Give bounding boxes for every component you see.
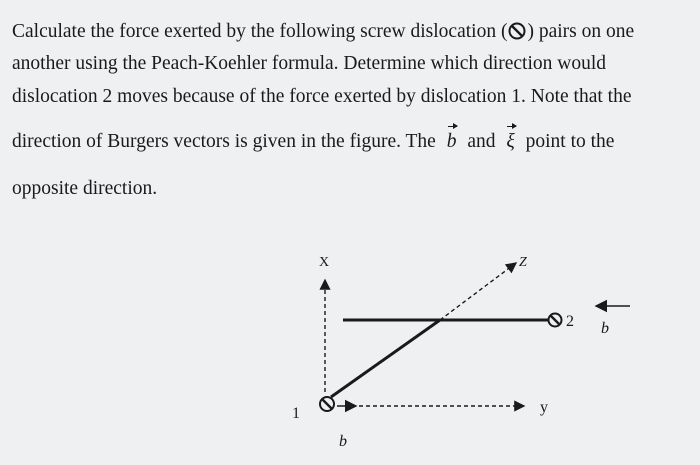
dislocation-1-label: 1 — [292, 405, 300, 422]
question-line-3: dislocation 2 moves because of the force exerted by dislocation 1. Note that the — [12, 86, 632, 107]
question-line-2: another using the Peach-Koehler formula. Determine which direction would — [12, 53, 607, 74]
burgers-vector-symbol: b — [446, 131, 457, 152]
burgers-vector-1-label: b — [339, 433, 347, 450]
z-axis — [440, 263, 516, 320]
line-vector-symbol: ξ — [506, 131, 515, 152]
question-line-4-start: direction of Burgers vectors is given in the figure. The — [12, 131, 436, 152]
burgers-vector-2-label: b — [601, 320, 609, 337]
dislocation-1-symbol — [320, 397, 334, 411]
dislocation-2-label: 2 — [566, 313, 574, 330]
question-line-1-start: Calculate the force exerted by the following screw dislocation ( — [12, 21, 508, 42]
dislocation-2-symbol — [549, 314, 562, 327]
diagonal-line — [331, 320, 440, 397]
y-axis-label: y — [540, 399, 548, 416]
question-line-4-end: point to the — [525, 131, 615, 152]
z-axis-label: Z — [519, 255, 527, 270]
question-line-5: opposite direction. — [12, 178, 158, 199]
and-word: and — [467, 131, 496, 152]
question-line-1-end: ) pairs on one — [527, 21, 635, 42]
x-axis-label: X — [319, 255, 330, 270]
